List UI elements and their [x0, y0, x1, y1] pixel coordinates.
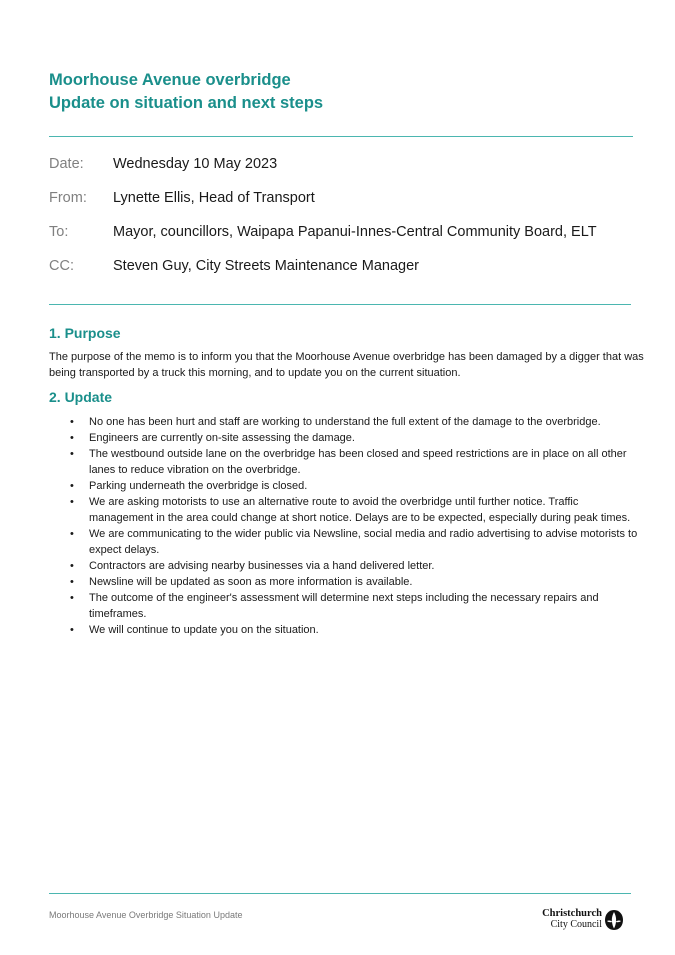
list-item-text: We are communicating to the wider public via Newsline, social media and radio advertising to advise motorists to expect delays.	[89, 528, 638, 556]
memo-header-divider	[49, 304, 631, 305]
bullet-icon: •	[70, 576, 74, 588]
list-item	[70, 590, 640, 622]
bullet-icon: •	[70, 432, 74, 444]
list-item	[70, 494, 640, 526]
christchurch-city-council-logo-icon	[604, 909, 624, 931]
to-label: To:	[49, 224, 69, 240]
from-label: From:	[49, 190, 87, 206]
bullet-icon: •	[70, 448, 74, 460]
bullet-icon: •	[70, 416, 74, 428]
list-item	[70, 446, 640, 478]
cc-label: CC:	[49, 258, 74, 274]
footer-document-name: Moorhouse Avenue Overbridge Situation Update	[49, 910, 243, 920]
purpose-heading: 1. Purpose	[49, 325, 121, 341]
footer-divider	[49, 893, 631, 894]
cc-value: Steven Guy, City Streets Maintenance Manager	[113, 258, 419, 274]
list-item-text: The westbound outside lane on the overbridge has been closed and speed restrictions are in place on all other lanes to reduce vibration on the overbridge.	[89, 448, 627, 476]
list-item	[70, 574, 640, 590]
list-item	[70, 622, 640, 638]
list-item	[70, 558, 640, 574]
title-line-2: Update on situation and next steps	[49, 94, 324, 112]
update-heading: 2. Update	[49, 389, 113, 405]
list-item	[70, 526, 640, 558]
logo-text-line-1: Christchurch	[542, 908, 602, 919]
list-item-text: Contractors are advising nearby businesses via a hand delivered letter.	[89, 560, 435, 572]
date-label: Date:	[49, 156, 84, 172]
list-item-text: The outcome of the engineer's assessment will determine next steps including the necessary repairs and timeframes.	[89, 592, 599, 620]
logo-text-line-2: City Council	[550, 919, 602, 930]
list-item-text: We will continue to update you on the situation.	[89, 624, 319, 636]
list-item	[70, 430, 640, 446]
list-item-text: Parking underneath the overbridge is closed.	[89, 480, 308, 492]
to-value: Mayor, councillors, Waipapa Papanui-Innes-Central Community Board, ELT	[113, 224, 597, 240]
date-value: Wednesday 10 May 2023	[113, 156, 278, 172]
list-item-text: Newsline will be updated as soon as more information is available.	[89, 576, 413, 588]
bullet-icon: •	[70, 592, 74, 604]
title-line-1: Moorhouse Avenue overbridge	[49, 71, 291, 89]
list-item	[70, 478, 640, 494]
purpose-paragraph: The purpose of the memo is to inform you that the Moorhouse Avenue overbridge has been damaged by a digger that was being transported by a truck this morning, and to update you on the current situation.	[49, 351, 644, 379]
header-divider	[49, 136, 633, 137]
from-value: Lynette Ellis, Head of Transport	[113, 190, 315, 206]
list-item-text: No one has been hurt and staff are working to understand the full extent of the damage to the overbridge.	[89, 416, 601, 428]
page-title	[49, 69, 323, 115]
bullet-icon: •	[70, 624, 74, 636]
update-list	[70, 414, 640, 638]
council-logo	[540, 908, 630, 932]
list-item-text: We are asking motorists to use an alternative route to avoid the overbridge until further notice. Traffic management in the area could change at short notice. Delays are to be expected, especially during peak times.	[89, 496, 631, 524]
list-item	[70, 414, 640, 430]
bullet-icon: •	[70, 496, 74, 508]
bullet-icon: •	[70, 480, 74, 492]
bullet-icon: •	[70, 528, 74, 540]
list-item-text: Engineers are currently on-site assessing the damage.	[89, 432, 355, 444]
bullet-icon: •	[70, 560, 74, 572]
